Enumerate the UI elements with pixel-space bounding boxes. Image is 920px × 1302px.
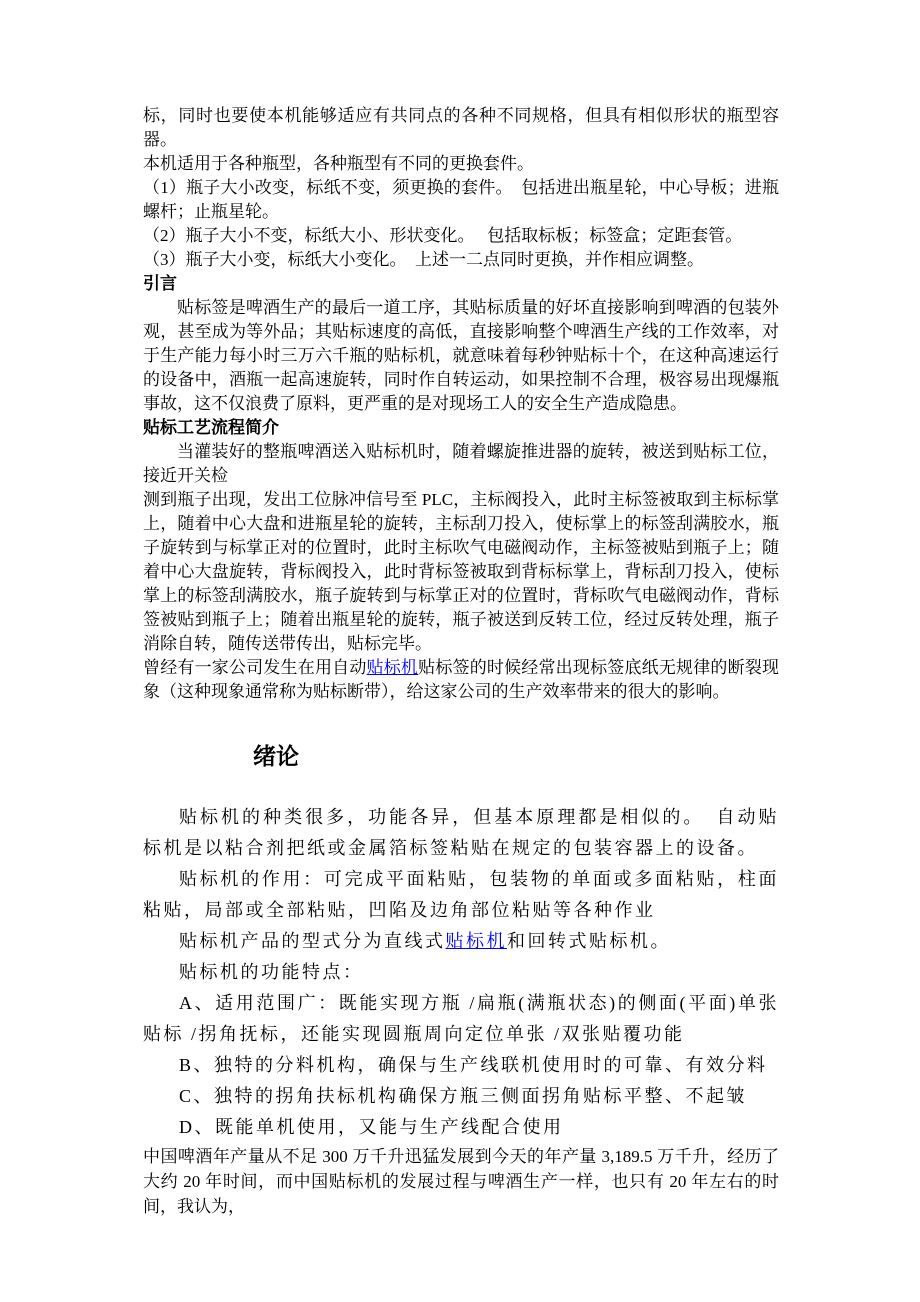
paragraph-xulun-function: 贴标机的作用：可完成平面粘贴，包装物的单面或多面粘贴，柱面粘贴，局部或全部粘贴，凹陷及边角部位粘贴等各种作业 bbox=[143, 869, 779, 920]
section-change-parts bbox=[143, 104, 779, 704]
section-xulun bbox=[143, 802, 779, 1143]
paragraph-xulun-intro: 贴标机的种类很多，功能各异，但基本原理都是相似的。 自动贴标机是以粘合剂把纸或金属箔标签粘贴在规定的包装容器上的设备。 bbox=[143, 807, 779, 858]
types-text-pre: 贴标机产品的型式分为直线式 bbox=[179, 931, 446, 951]
feature-item-c: C、独特的拐角扶标机构确保方瓶三侧面拐角贴标平整、不起皱 bbox=[179, 1086, 748, 1106]
heading-yinyan: 引言 bbox=[143, 274, 177, 293]
paragraph-xulun-types bbox=[143, 926, 779, 957]
heading-xulun: 绪论 bbox=[253, 743, 299, 769]
types-text-post: 和回转式贴标机。 bbox=[507, 931, 671, 951]
paragraph-closing: 中国啤酒年产量从不足 300 万千升迅猛发展到今天的年产量 3,189.5 万千升，经历了大约 20 年时间，而中国贴标机的发展过程与啤酒生产一样，也只有 20 年左右的时间，我认为， bbox=[143, 1147, 779, 1216]
paragraph-process-2: 测到瓶子出现，发出工位脉冲信号至 PLC，主标阀投入，此时主标签被取到主标标掌上，随着中心大盘和进瓶星轮的旋转，主标刮刀投入，使标掌上的标签刮满胶水，瓶子旋转到与标掌正对的位置时，此时主标吹气电磁阀动作，主标签被贴到瓶子上；随着中心大盘旋转，背标阀投入，此时背标签被取到背标标掌上，背标刮刀投入，使标掌上的标签刮满胶水，瓶子旋转到与标掌正对的位置时，背标吹气电磁阀动作，背标签被贴到瓶子上；随着出瓶星轮的旋转，瓶子被送到反转工位，经过反转处理，瓶子消除自转，随传送带传出，贴标完毕。 bbox=[143, 490, 779, 653]
document-content bbox=[143, 104, 779, 1219]
paragraph-continuation: 标，同时也要使本机能够适应有共同点的各种不同规格，但具有相似形状的瓶型容器。 bbox=[143, 106, 779, 149]
story-text-pre: 曾经有一家公司发生在用自动 bbox=[143, 658, 367, 677]
tiebiaoji-link-story[interactable]: 贴标机 bbox=[366, 658, 419, 677]
paragraph-story bbox=[143, 656, 779, 704]
paragraph-features-title: 贴标机的功能特点： bbox=[179, 962, 364, 982]
paragraph-process-1: 当灌装好的整瓶啤酒送入贴标机时，随着螺旋推进器的旋转，被送到贴标工位，接近开关检 bbox=[143, 442, 779, 485]
paragraph-yinyan-body: 贴标签是啤酒生产的最后一道工序，其贴标质量的好坏直接影响到啤酒的包装外观，甚至成为等外品；其贴标速度的高低，直接影响整个啤酒生产线的工作效率，对于生产能力每小时三万六千瓶的贴标机，就意味着每秒钟贴标十个，在这种高速运行的设备中，酒瓶一起高速旋转，同时作自转运动，如果控制不合理，极容易出现爆瓶事故，这不仅浪费了原料，更严重的是对现场工人的安全生产造成隐患。 bbox=[143, 298, 779, 413]
list-item-2: （2）瓶子大小不变，标纸大小、形状变化。 包括取标板；标签盒；定距套管。 bbox=[143, 226, 743, 245]
heading-process: 贴标工艺流程简介 bbox=[143, 418, 279, 437]
feature-item-d: D、既能单机使用，又能与生产线配合使用 bbox=[179, 1117, 564, 1137]
list-item-3: （3）瓶子大小变，标纸大小变化。 上述一二点同时更换，并作相应调整。 bbox=[143, 250, 704, 269]
tiebiaoji-link-types[interactable]: 贴标机 bbox=[445, 931, 507, 951]
feature-item-b: B、独特的分料机构，确保与生产线联机使用时的可靠、有效分料 bbox=[179, 1055, 768, 1075]
paragraph-overview: 本机适用于各种瓶型，各种瓶型有不同的更换套件。 bbox=[143, 154, 534, 173]
feature-item-a: A、适用范围广：既能实现方瓶 /扁瓶(满瓶状态)的侧面(平面)单张贴标 /拐角抚标，还能实现圆瓶周向定位单张 /双张贴覆功能 bbox=[143, 993, 779, 1044]
story-text-post: 贴标签的时候经常出现标签底纸无规律的断裂现象（这种现象通常称为贴标断带），给这家公司的生产效率带来的很大的影响。 bbox=[143, 658, 780, 701]
list-item-1: （1）瓶子大小改变，标纸不变，须更换的套件。 包括进出瓶星轮，中心导板；进瓶螺杆；止瓶星轮。 bbox=[143, 178, 779, 221]
